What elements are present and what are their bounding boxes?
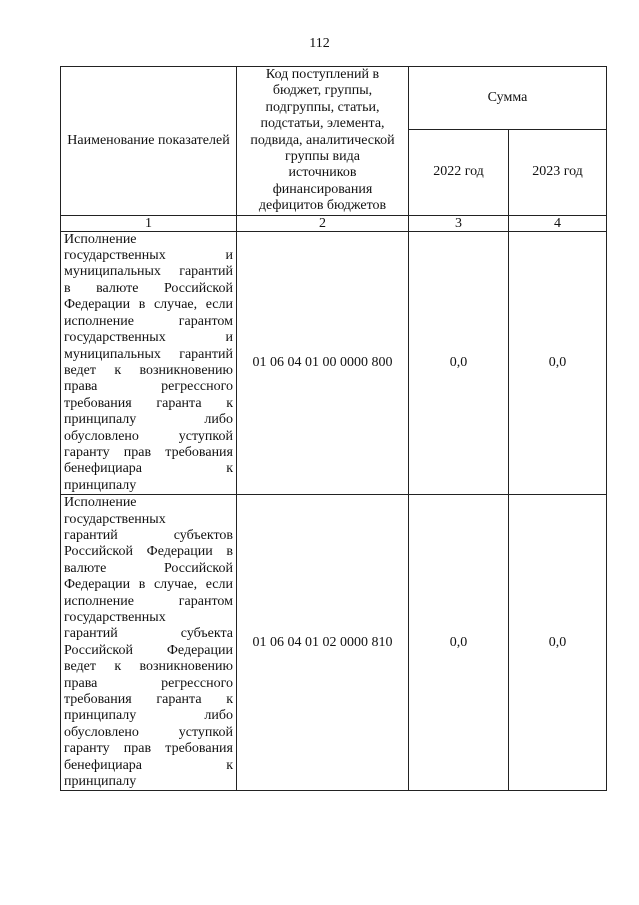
indicator-name-line: государственных и <box>64 330 233 346</box>
indicator-name-line: Исполнение <box>64 231 137 247</box>
column-number-row <box>61 215 607 231</box>
indicator-name-line: бенефициара к <box>64 461 233 477</box>
indicator-name-line: Российской Федерации в <box>64 544 233 560</box>
column-number: 1 <box>61 215 237 231</box>
header-code-line: Код поступлений в <box>265 67 380 82</box>
header-code-line: дефицитов бюджетов <box>258 198 387 214</box>
header-sum: Сумма <box>409 67 607 130</box>
budget-table <box>60 66 607 791</box>
value-2022: 0,0 <box>409 231 509 495</box>
value-2022: 0,0 <box>409 495 509 791</box>
indicator-name-line: государственных <box>64 610 166 625</box>
indicator-name-line: ведет к возникновению <box>64 362 233 378</box>
column-number: 4 <box>509 215 607 231</box>
header-code-line: источников <box>288 165 357 181</box>
table-row <box>61 495 607 791</box>
indicator-name-line: Федерации в случае, если <box>64 577 233 593</box>
indicator-name-line: исполнение гарантом <box>64 313 233 329</box>
indicator-name-line: гарантий субъекта <box>64 626 233 642</box>
budget-code: 01 06 04 01 02 0000 810 <box>237 495 409 791</box>
header-year-2023: 2023 год <box>509 130 607 216</box>
indicator-name-line: бенефициара к <box>64 757 233 773</box>
indicator-name-line: принципалу либо <box>64 708 233 724</box>
indicator-name-line: принципалу либо <box>64 412 233 428</box>
indicator-name-line: Исполнение <box>64 495 137 511</box>
indicator-name-line: муниципальных гарантий <box>64 346 233 362</box>
header-row-1 <box>61 67 607 130</box>
header-code <box>237 67 409 216</box>
indicator-name-line: обусловлено уступкой <box>64 428 233 444</box>
indicator-name-line: принципалу <box>64 477 137 493</box>
indicator-name <box>61 495 237 791</box>
table-row <box>61 231 607 495</box>
budget-code: 01 06 04 01 00 0000 800 <box>237 231 409 495</box>
value-2023: 0,0 <box>509 231 607 495</box>
value-2023: 0,0 <box>509 495 607 791</box>
column-number: 3 <box>409 215 509 231</box>
indicator-name-line: муниципальных гарантий <box>64 264 233 280</box>
header-code-line: группы вида <box>285 149 360 165</box>
indicator-name-line: исполнение гарантом <box>64 593 233 609</box>
header-code-line: подгруппы, статьи, <box>265 99 380 115</box>
indicator-name-line: валюте Российской <box>64 560 233 576</box>
indicator-name-line: ведет к возникновению <box>64 659 233 675</box>
indicator-name-line: государственных и <box>64 248 233 264</box>
indicator-name-line: Федерации в случае, если <box>64 297 233 313</box>
indicator-name-line: требования гаранта к <box>64 692 233 708</box>
header-year-2022: 2022 год <box>409 130 509 216</box>
indicator-name-line: Российской Федерации <box>64 642 233 658</box>
indicator-name-line: гаранту прав требования <box>64 444 233 460</box>
page-number: 112 <box>309 36 330 51</box>
indicator-name-line: гарантий субъектов <box>64 527 233 543</box>
header-code-line: подвида, аналитической <box>250 132 395 148</box>
indicator-name-line: обусловлено уступкой <box>64 724 233 740</box>
indicator-name-line: принципалу <box>64 774 137 790</box>
header-code-line: финансирования <box>272 181 373 197</box>
indicator-name-line: в валюте Российской <box>64 280 233 296</box>
column-number: 2 <box>237 215 409 231</box>
indicator-name-line: государственных <box>64 511 166 527</box>
indicator-name-line: гаранту прав требования <box>64 741 233 757</box>
header-code-line: подстатьи, элемента, <box>260 116 385 132</box>
indicator-name-line: права регрессного <box>64 675 233 691</box>
indicator-name-line: требования гаранта к <box>64 395 233 411</box>
header-name: Наименование показателей <box>61 67 237 216</box>
indicator-name-line: права регрессного <box>64 379 233 395</box>
header-code-line: бюджет, группы, <box>272 83 373 99</box>
indicator-name <box>61 231 237 495</box>
